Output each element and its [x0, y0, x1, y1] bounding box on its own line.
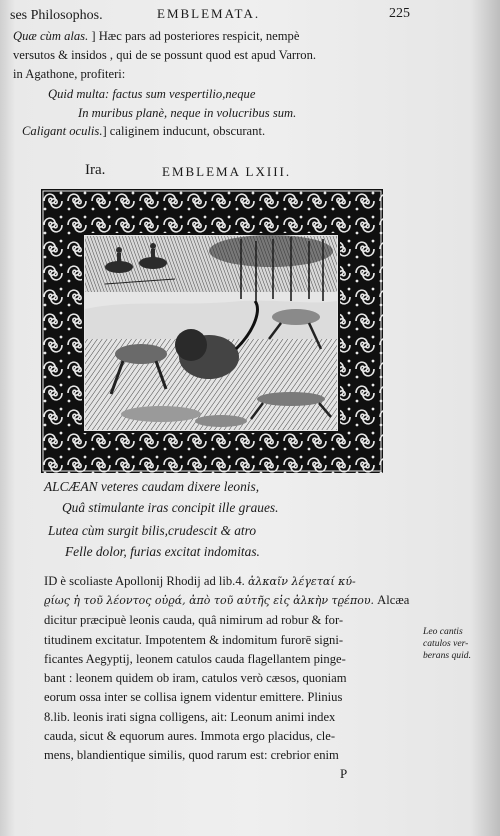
greek-text-2: ϱίως ἡ τοῦ λέοντος οὐϱά, ἀπὸ τοῦ αὐτῆς εἰς ἀλκὴν τϱέπου.: [44, 594, 374, 607]
running-title: EMBLEMATA.: [157, 6, 261, 21]
commentary-line-2: ϱίως ἡ τοῦ λέοντος οὐϱά, ἀπὸ τοῦ αὐτῆς εἰς ἀλκὴν τϱέπου. Alcæa: [44, 593, 410, 607]
verse-quote-1: Quid multa: factus sum vespertilio,neque: [48, 87, 256, 101]
upper-line-6: Caligant oculis.] caliginem inducunt, obscurant.: [22, 124, 266, 138]
woodcut-frame: [41, 189, 383, 473]
upper-line-1: Quæ cùm alas. ] Hæc pars ad posteriores respicit, nempè: [13, 29, 300, 43]
commentary-line-4: titudinem excitatur. Impotentem & indomitum furorē signi-: [44, 633, 344, 647]
verse-quote-2: In muribus planè, neque in volucribus sum.: [78, 106, 297, 120]
upper-line-3: in Agathone, profiteri:: [13, 67, 126, 81]
marginal-note: Leo cantis catulos ver- berans quid.: [423, 626, 471, 661]
commentary-line-9: cauda, sicut & equorum aures. Immota ergo placidus, cle-: [44, 729, 336, 743]
commentary-line-3: dicitur præcipuè leonis cauda, quâ nimirum ad robur & for-: [44, 613, 344, 627]
page-number: 225: [389, 6, 410, 21]
commentary-line-6: bant : leonem quidem ob iram, catulos verò cæsos, quoniam: [44, 671, 347, 685]
verse-line-3: Lutea cùm surgit bilis,crudescit & atro: [48, 523, 257, 538]
commentary-line-5: ficantes Aegyptij, leonem catulos cauda flagellantem pinge-: [44, 652, 346, 666]
commentary-line-1: ID è scoliaste Apollonij Rhodij ad lib.4. ἀλκαῖν λέγεταί κύ-: [44, 574, 356, 588]
verse-line-2: Quâ stimulante iras concipit ille graues.: [62, 500, 279, 515]
upper-line-2: versutos & insidos , qui de se possunt quod est apud Varron.: [13, 48, 317, 62]
verse-line-4: Felle dolor, furias excitat indomitas.: [65, 544, 260, 559]
emblem-title: EMBLEMA LXIII.: [162, 164, 292, 179]
verse-line-1: ALCÆAN veteres caudam dixere leonis,: [44, 479, 260, 494]
commentary-line-10: mens, blandientique similis, quod rarum est: crebrior enim: [44, 748, 339, 762]
commentary-line-7: eorum ossa inter se collisa ignem videntur emittere. Plinius: [44, 690, 343, 704]
woodcut-illustration: [41, 189, 383, 473]
top-fragment: ses Philosophos.: [10, 8, 103, 23]
commentary-line-8: 8.lib. leonis irati signa colligens, ait: Leonum animi index: [44, 710, 336, 724]
catchword: P: [340, 766, 348, 781]
emblem-motto: Ira.: [85, 162, 106, 178]
greek-text-1: ἀλκαῖν λέγεταί κύ-: [247, 575, 356, 588]
